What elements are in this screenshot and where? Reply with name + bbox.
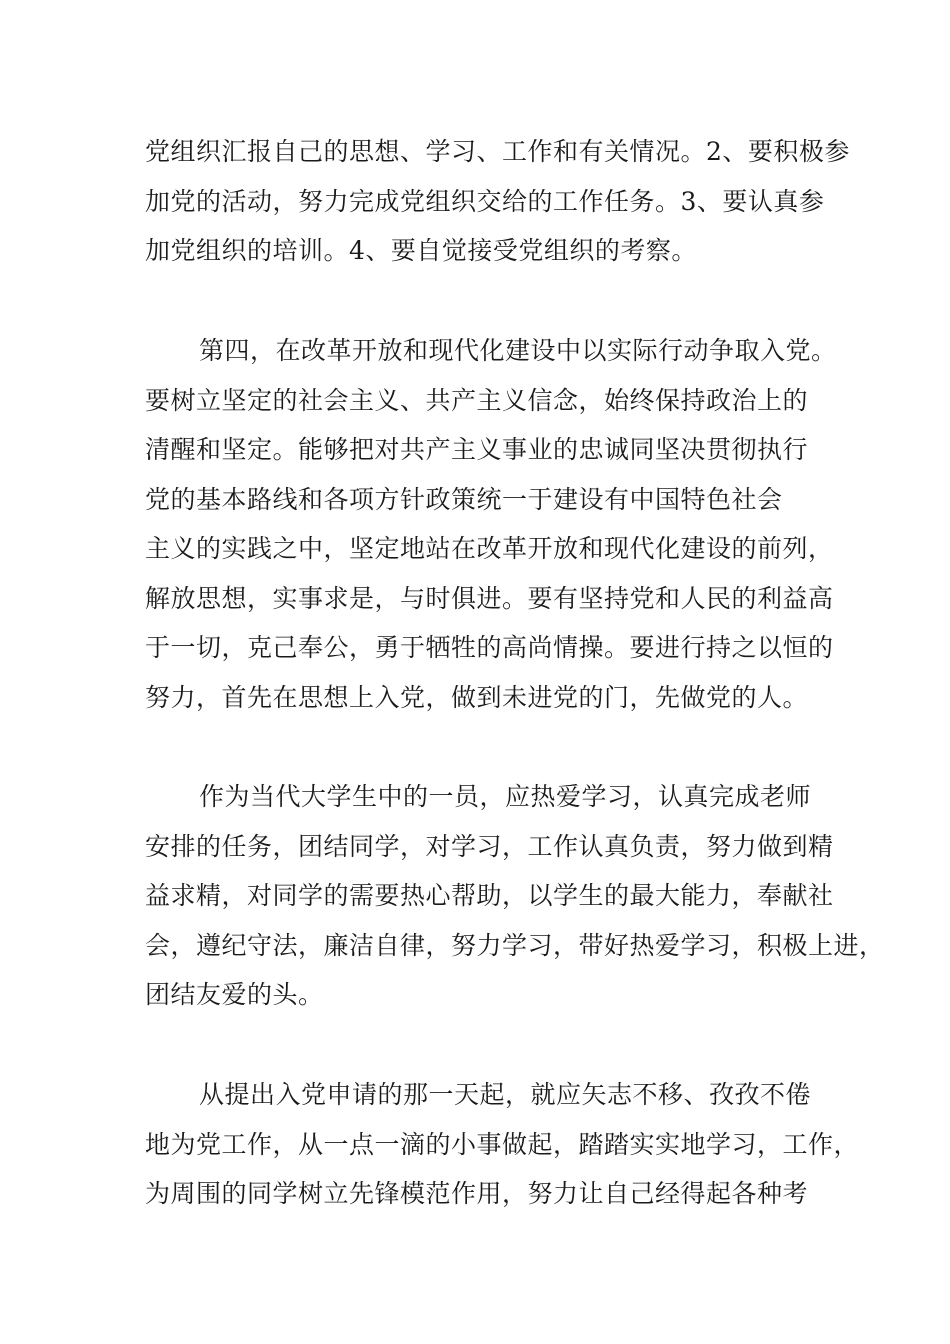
paragraph-2 [145,326,845,722]
text-line: 地为党工作，从一点一滴的小事做起，踏踏实实地学习，工作， [145,1129,860,1159]
text-line: 会，遵纪守法，廉洁自律，努力学习，带好热爱学习，积极上进， [145,930,885,960]
text-line: 解放思想，实事求是，与时俱进。要有坚持党和人民的利益高 [145,583,834,613]
paragraph-3 [145,772,885,1020]
text-line: 主义的实践之中，坚定地站在改革开放和现代化建设的前列， [145,534,834,563]
text-line: 党的基本路线和各项方针政策统一于建设有中国特色社会 [145,484,783,514]
text-line: 作为当代大学生中的一员，应热爱学习，认真完成老师 [199,782,812,811]
paragraph-1 [145,127,850,276]
text-line: 加党组织的培训。4、要自觉接受党组织的考察。 [145,236,697,265]
text-line: 努力，首先在思想上入党，做到未进党的门，先做党的人。 [145,682,809,712]
paragraph-4 [145,1070,860,1219]
text-line: 从提出入党申请的那一天起，就应矢志不移、孜孜不倦 [199,1080,812,1109]
text-line: 党组织汇报自己的思想、学习、工作和有关情况。2、要积极参 [145,137,850,166]
text-line: 安排的任务，团结同学，对学习，工作认真负责，努力做到精 [145,831,834,861]
text-line: 第四，在改革开放和现代化建设中以实际行动争取入党。 [199,336,837,365]
text-line: 清醒和坚定。能够把对共产主义事业的忠诚同坚决贯彻执行 [145,435,809,464]
text-line: 要树立坚定的社会主义、共产主义信念，始终保持政治上的 [145,385,809,415]
text-line: 益求精，对同学的需要热心帮助，以学生的最大能力，奉献社 [145,881,834,910]
text-line: 于一切，克己奉公，勇于牺牲的高尚情操。要进行持之以恒的 [145,633,834,662]
text-line: 为周围的同学树立先锋模范作用，努力让自己经得起各种考 [145,1179,809,1208]
text-line: 团结友爱的头。 [145,980,324,1009]
text-line: 加党的活动，努力完成党组织交给的工作任务。3、要认真参 [145,186,825,216]
